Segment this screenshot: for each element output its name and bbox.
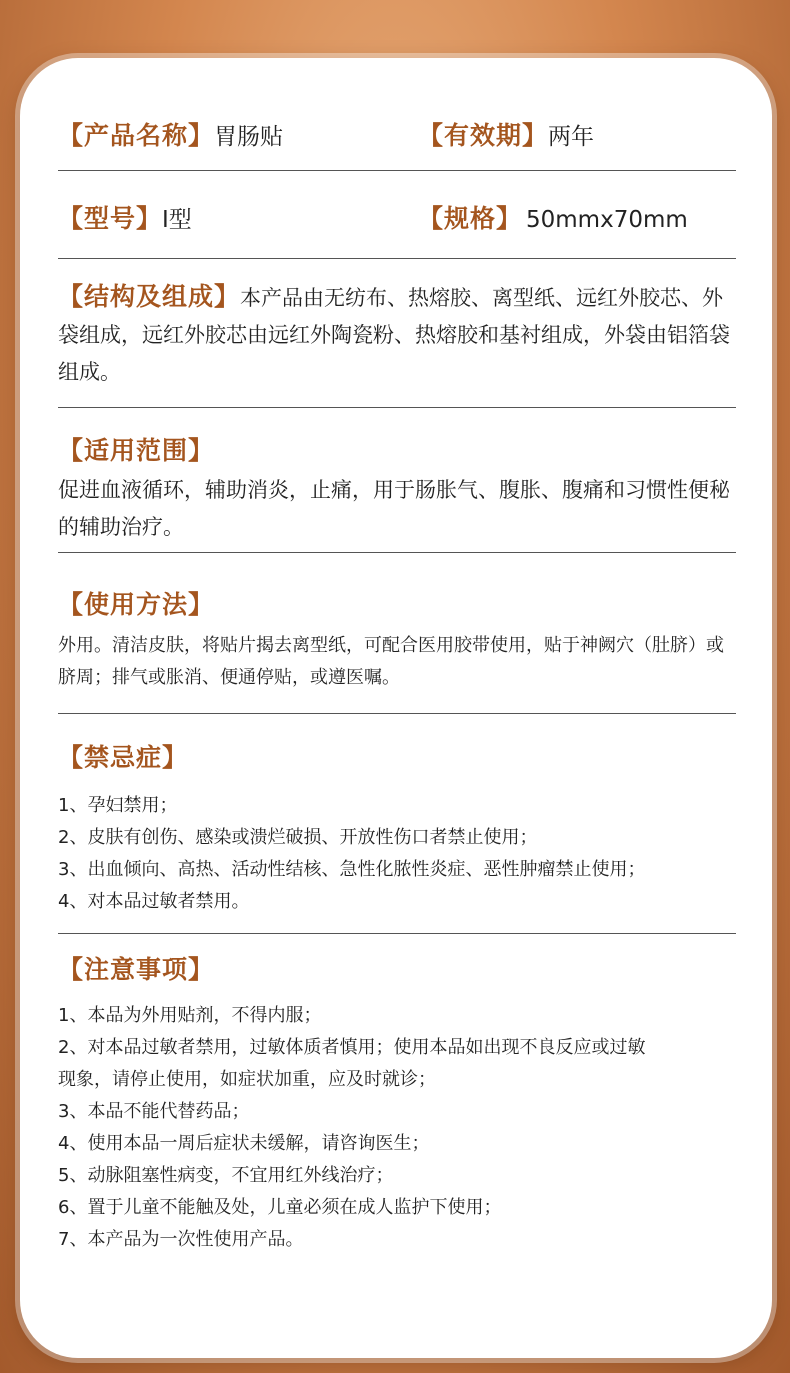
- spec-value: 50mmx70mm: [526, 207, 688, 233]
- usage-method-label: 【使用方法】: [58, 590, 215, 619]
- contraindications-heading-row: [58, 738, 736, 774]
- product-name-label: 【产品名称】: [58, 121, 215, 150]
- usage-scope-text: 促进血液循环，辅助消炎，止痛，用于肠胀气、腹胀、腹痛和习惯性便秘的辅助治疗。: [58, 478, 730, 539]
- precautions-label: 【注意事项】: [58, 955, 215, 984]
- usage-scope-heading-row: [58, 431, 736, 467]
- list-item: 5、动脉阻塞性病变，不宜用红外线治疗；: [58, 1165, 394, 1186]
- list-item: 2、皮肤有创伤、感染或溃烂破损、开放性伤口者禁止使用；: [58, 827, 538, 848]
- list-item: 3、本品不能代替药品；: [58, 1101, 250, 1122]
- validity-value: 两年: [548, 124, 595, 150]
- contraindications-list: [58, 790, 736, 918]
- usage-method-text: 外用。清洁皮肤，将贴片揭去离型纸，可配合医用胶带使用，贴于神阙穴（肚脐）或脐周；排气或胀消、便通停贴，或遵医嘱。: [58, 635, 724, 688]
- list-item: 7、本产品为一次性使用产品。: [58, 1229, 304, 1250]
- divider: [58, 713, 736, 714]
- info-card: [20, 58, 772, 1358]
- contraindications-label: 【禁忌症】: [58, 743, 189, 772]
- validity-label: 【有效期】: [418, 121, 549, 150]
- precautions-list: [58, 1000, 736, 1256]
- divider: [58, 258, 736, 259]
- model-value: I型: [162, 207, 192, 233]
- list-item: 1、本品为外用贴剂，不得内服；: [58, 1005, 322, 1026]
- list-item: 1、孕妇禁用；: [58, 795, 178, 816]
- product-name-row: [58, 116, 283, 152]
- list-item: 2、对本品过敏者禁用，过敏体质者慎用；使用本品如出现不良反应或过敏: [58, 1037, 646, 1058]
- divider: [58, 170, 736, 171]
- spec-row: [418, 199, 688, 235]
- validity-row: [418, 116, 594, 152]
- product-name-value: 胃肠贴: [214, 124, 284, 150]
- usage-scope-label: 【适用范围】: [58, 436, 215, 465]
- list-item: 现象，请停止使用，如症状加重，应及时就诊；: [58, 1069, 436, 1090]
- precautions-heading-row: [58, 950, 736, 986]
- divider: [58, 933, 736, 934]
- usage-method-heading-row: [58, 585, 736, 621]
- model-label: 【型号】: [58, 204, 163, 233]
- structure-text: 本产品由无纺布、热熔胶、离型纸、远红外胶芯、外袋组成，远红外胶芯由远红外陶瓷粉、热熔胶和基衬组成，外袋由铝箔袋组成。: [58, 286, 730, 384]
- structure-section: [58, 278, 736, 391]
- list-item: 6、置于儿童不能触及处，儿童必须在成人监护下使用；: [58, 1197, 502, 1218]
- list-item: 3、出血倾向、高热、活动性结核、急性化脓性炎症、恶性肿瘤禁止使用；: [58, 859, 646, 880]
- divider: [58, 552, 736, 553]
- list-item: 4、使用本品一周后症状未缓解，请咨询医生；: [58, 1133, 430, 1154]
- structure-label: 【结构及组成】: [58, 282, 241, 311]
- spec-label: 【规格】: [418, 204, 523, 233]
- divider: [58, 407, 736, 408]
- model-row: [58, 199, 192, 235]
- list-item: 4、对本品过敏者禁用。: [58, 891, 250, 912]
